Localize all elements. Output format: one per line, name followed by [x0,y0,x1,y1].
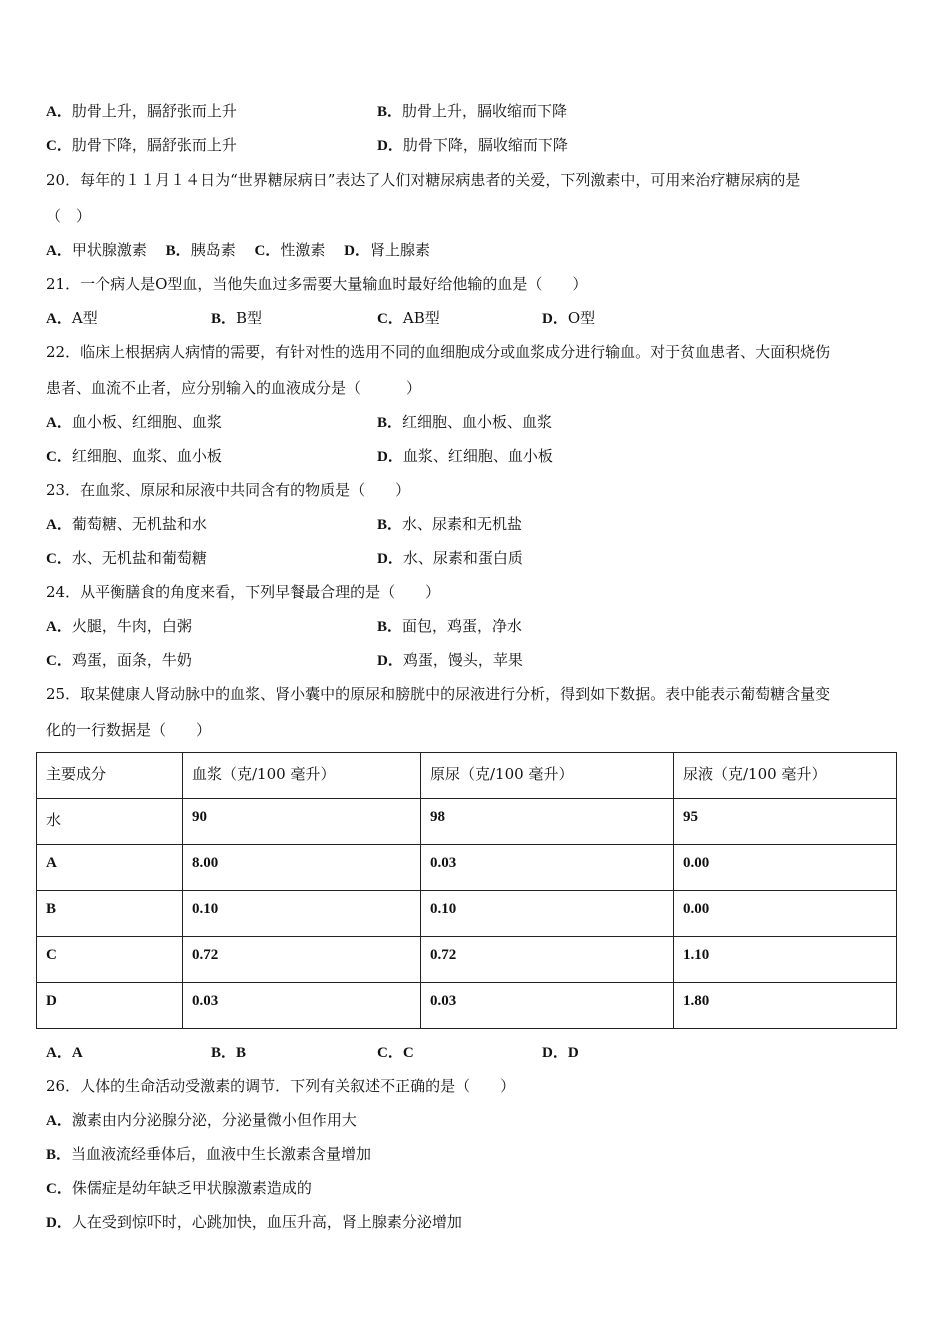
table-cell: 0.03 [421,983,674,1029]
table-cell: 水 [37,799,183,845]
option-sep: ． [56,102,72,120]
option-letter: C [46,653,57,669]
table-cell: 98 [421,799,674,845]
option-text: 鸡蛋，面条，牛奶 [71,651,192,669]
table-cell: 8.00 [183,845,421,891]
option-sep: ． [387,102,403,120]
option-sep: ． [221,1043,237,1061]
table-cell: B [37,891,183,937]
option-letter: C [377,311,388,327]
option-text: 性激素 [280,241,326,259]
q25-option-b [211,1042,246,1063]
option-letter: B [377,415,388,431]
table-cell: 0.00 [674,891,897,937]
table-header-cell: 血浆（克/100 毫升） [183,753,421,799]
option-sep: ． [387,651,403,669]
option-text: A型 [71,309,98,327]
option-text: 水、尿素和无机盐 [402,515,523,533]
option-sep: ． [56,136,72,154]
option-letter: A [46,1045,57,1061]
q26-stem [46,1076,515,1096]
table-header-cell: 主要成分 [37,753,183,799]
option-sep: ． [387,447,403,465]
option-letter: D [46,1215,57,1231]
q19-option-c [46,135,237,156]
q25-stem [46,684,830,704]
q20-option-b [166,241,236,259]
question-number: 25． [46,685,81,703]
option-text: 鸡蛋，馒头，苹果 [402,651,523,669]
option-text: 侏儒症是幼年缺乏甲状腺激素造成的 [71,1179,312,1197]
q19-option-d [377,135,568,156]
answer-blank: （ ） [46,207,92,225]
q24-option-b [377,616,522,637]
option-sep: ． [552,1043,568,1061]
composition-table [36,752,897,1029]
option-sep: ． [387,617,403,635]
table-cell: 90 [183,799,421,845]
table-cell: 0.72 [421,937,674,983]
table-cell: 95 [674,799,897,845]
question-text: 每年的１１月１４日为“世界糖尿病日”表达了人们对糖尿病患者的关爱，下列激素中，可用来治疗糖尿病的是 [80,171,801,189]
option-text: 激素由内分泌腺分泌，分泌量微小但作用大 [71,1111,357,1129]
q21-option-a [46,308,98,329]
option-letter: B [46,1147,57,1163]
option-sep: ． [56,1111,72,1129]
option-sep: ． [265,241,281,259]
option-letter: D [542,311,553,327]
option-sep: ． [387,549,403,567]
q20-option-c [254,241,325,259]
option-sep: ． [56,1145,72,1163]
option-sep: ． [387,1043,403,1061]
option-text: 血浆、红细胞、血小板 [402,447,553,465]
table-row [37,891,897,937]
q20-options [46,240,430,261]
option-sep: ． [56,309,72,327]
q25-option-c [377,1042,414,1063]
option-text: 水、尿素和蛋白质 [402,549,523,567]
option-sep: ． [56,1043,72,1061]
question-text: 在血浆、原尿和尿液中共同含有的物质是（ ） [80,481,411,499]
q23-stem [46,480,410,500]
q26-option-d [46,1212,462,1233]
q21-option-c [377,308,440,329]
table-row [37,983,897,1029]
option-text: C [402,1045,414,1061]
q20-stem [46,170,800,190]
option-text: 胰岛素 [190,241,236,259]
option-sep: ． [387,309,403,327]
option-sep: ． [56,1213,72,1231]
option-letter: A [46,243,57,259]
option-sep: ． [56,549,72,567]
option-letter: A [46,1113,57,1129]
question-text: 一个病人是O型血，当他失血过多需要大量输血时最好给他输的血是（ ） [80,275,588,293]
option-letter: C [46,449,57,465]
q25-stem-cont [46,720,211,740]
q21-option-d [542,308,595,329]
table-cell: 0.03 [183,983,421,1029]
option-letter: B [165,243,176,259]
option-letter: C [46,1181,57,1197]
option-letter: A [46,517,57,533]
q20-option-d [344,241,430,259]
option-text: B型 [236,309,263,327]
option-letter: B [377,619,388,635]
option-text: 葡萄糖、无机盐和水 [71,515,207,533]
table-row [37,799,897,845]
question-text: 人体的生命活动受激素的调节．下列有关叙述不正确的是（ ） [80,1077,516,1095]
q21-option-b [211,308,262,329]
table-cell: 0.10 [183,891,421,937]
table-cell: 1.80 [674,983,897,1029]
option-text: 肋骨下降，膈舒张而上升 [71,136,237,154]
option-text: 肋骨上升，膈收缩而下降 [402,102,568,120]
q24-option-c [46,650,192,671]
option-sep: ． [221,309,237,327]
q23-option-b [377,514,522,535]
table-cell: 0.03 [421,845,674,891]
option-text: AB型 [402,309,440,327]
option-letter: D [377,653,388,669]
option-sep: ． [175,241,191,259]
q20-option-a [46,241,147,259]
question-number: 21． [46,275,81,293]
option-letter: B [377,104,388,120]
q19-option-b [377,101,567,122]
table-cell: 0.00 [674,845,897,891]
option-letter: A [46,415,57,431]
option-letter: C [46,551,57,567]
option-letter: B [211,311,222,327]
option-letter: D [377,138,388,154]
question-text: 取某健康人肾动脉中的血浆、肾小囊中的原尿和膀胱中的尿液进行分析，得到如下数据。表中能表示葡萄糖含量变 [80,685,831,703]
option-text: 肋骨上升，膈舒张而上升 [71,102,237,120]
option-text: 水、无机盐和葡萄糖 [71,549,207,567]
option-letter: C [46,138,57,154]
q19-option-a [46,101,237,122]
question-number: 20． [46,171,81,189]
option-sep: ． [56,447,72,465]
q22-stem-cont [46,378,421,398]
table-cell: A [37,845,183,891]
table-cell: C [37,937,183,983]
option-letter: B [211,1045,222,1061]
option-text: 面包，鸡蛋，净水 [402,617,523,635]
option-text: 火腿，牛肉，白粥 [71,617,192,635]
question-number: 23． [46,481,81,499]
table-cell: 0.72 [183,937,421,983]
option-text: 肾上腺素 [370,241,431,259]
q20-stem-cont [46,206,91,226]
table-row [37,845,897,891]
question-number: 24． [46,583,81,601]
q24-option-a [46,616,192,637]
question-number: 26． [46,1077,81,1095]
option-text: 甲状腺激素 [71,241,147,259]
question-text: 从平衡膳食的角度来看，下列早餐最合理的是（ ） [80,583,441,601]
option-sep: ． [56,515,72,533]
table-header-cell: 尿液（克/100 毫升） [674,753,897,799]
q23-option-a [46,514,207,535]
option-text: 人在受到惊吓时，心跳加快，血压升高，肾上腺素分泌增加 [71,1213,462,1231]
option-letter: A [46,311,57,327]
question-number: 22． [46,343,81,361]
question-text: 化的一行数据是（ ） [46,721,212,739]
option-letter: A [46,104,57,120]
table-header-cell: 原尿（克/100 毫升） [421,753,674,799]
q26-option-c [46,1178,312,1199]
q25-option-a [46,1042,83,1063]
question-text: 患者、血流不止者，应分别输入的血液成分是（ ） [46,379,422,397]
option-letter: D [377,551,388,567]
table-cell: D [37,983,183,1029]
option-sep: ． [56,651,72,669]
option-sep: ． [56,617,72,635]
option-text: 红细胞、血小板、血浆 [402,413,553,431]
option-sep: ． [387,413,403,431]
option-text: B [236,1045,247,1061]
option-sep: ． [56,413,72,431]
table-row [37,937,897,983]
q22-stem [46,342,830,362]
option-letter: B [377,517,388,533]
q25-option-d [542,1042,579,1063]
q22-option-d [377,446,553,467]
option-letter: D [344,243,355,259]
table-header-row [37,753,897,799]
option-text: 血小板、红细胞、血浆 [71,413,222,431]
option-text: 肋骨下降，膈收缩而下降 [402,136,568,154]
option-sep: ． [56,1179,72,1197]
table-cell: 0.10 [421,891,674,937]
q26-option-a [46,1110,357,1131]
q24-option-d [377,650,523,671]
option-text: A [71,1045,83,1061]
q26-option-b [46,1144,371,1165]
table-cell: 1.10 [674,937,897,983]
option-text: D [567,1045,579,1061]
q22-option-c [46,446,222,467]
q23-option-c [46,548,207,569]
option-sep: ． [387,136,403,154]
option-text: 当血液流经垂体后，血液中生长激素含量增加 [71,1145,372,1163]
option-sep: ． [56,241,72,259]
question-text: 临床上根据病人病情的需要，有针对性的选用不同的血细胞成分或血浆成分进行输血。对于贫血患者、大面积烧伤 [80,343,831,361]
option-letter: D [377,449,388,465]
option-text: 红细胞、血浆、血小板 [71,447,222,465]
q21-stem [46,274,587,294]
option-sep: ． [354,241,370,259]
option-sep: ． [552,309,568,327]
q22-option-b [377,412,552,433]
q23-option-d [377,548,523,569]
option-letter: C [377,1045,388,1061]
option-letter: D [542,1045,553,1061]
option-sep: ． [387,515,403,533]
option-letter: A [46,619,57,635]
option-text: O型 [567,309,596,327]
q24-stem [46,582,440,602]
q22-option-a [46,412,222,433]
option-letter: C [254,243,266,259]
